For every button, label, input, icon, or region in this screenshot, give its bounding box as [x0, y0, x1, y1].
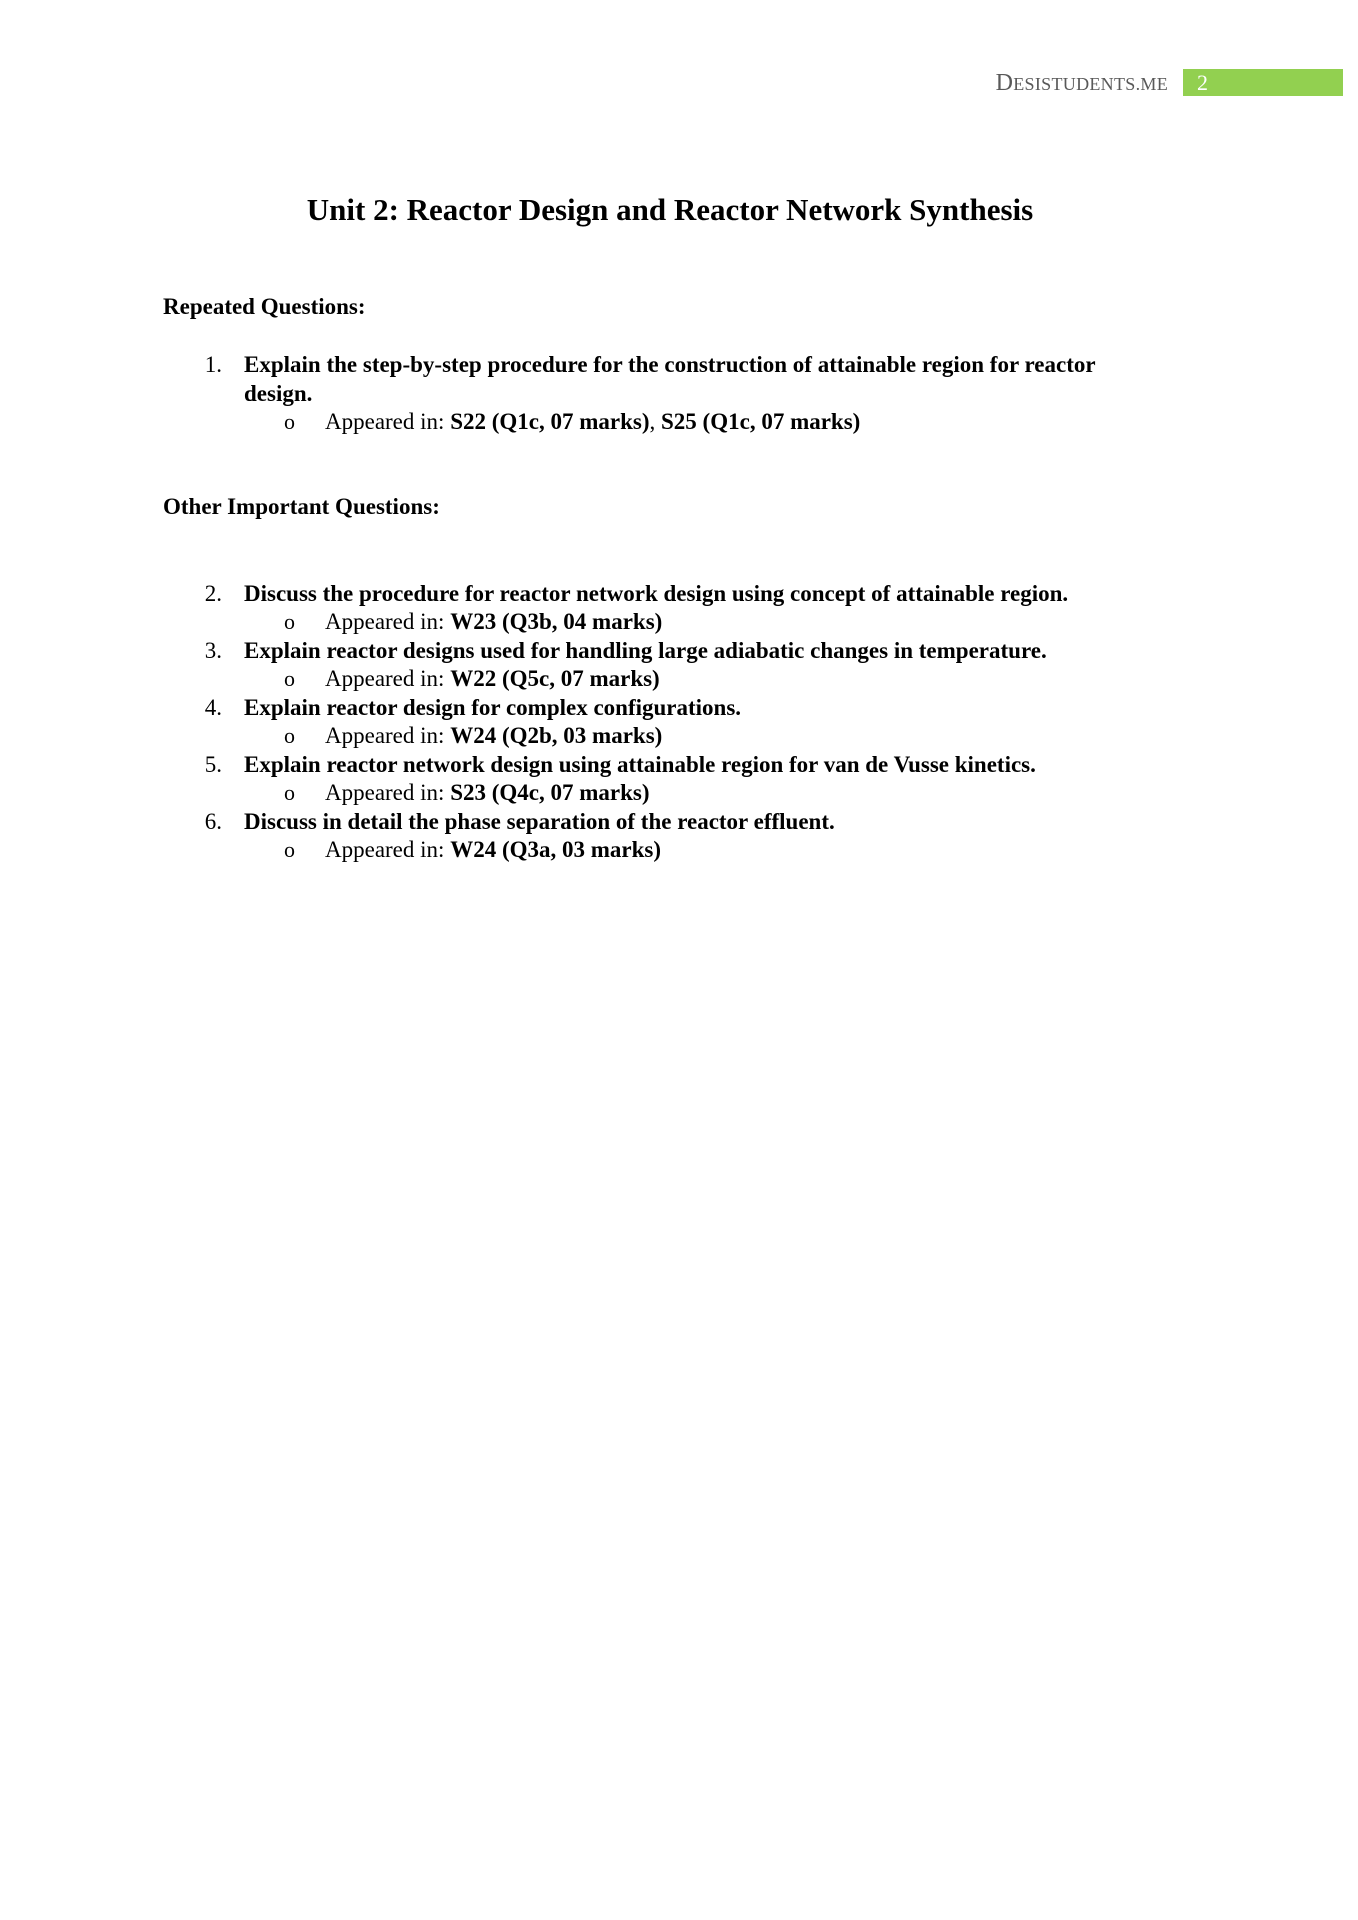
- page-number-badge: [1183, 69, 1343, 96]
- question-number: 3.: [204, 638, 222, 663]
- bullet-marker: o: [284, 837, 295, 862]
- question-number: 5.: [204, 752, 222, 777]
- appeared-exam: S23 (Q4c, 07 marks): [450, 780, 650, 805]
- bullet-marker: o: [284, 409, 295, 434]
- appeared-exam: W22 (Q5c, 07 marks): [450, 666, 660, 691]
- site-dot: .: [1135, 74, 1141, 94]
- question-text-line-2: design.: [244, 381, 313, 406]
- repeated-questions-heading: Repeated Questions:: [163, 294, 366, 319]
- document-title: Unit 2: Reactor Design and Reactor Network Synthesis: [306, 192, 1034, 227]
- appeared-exam-2: S25 (Q1c, 07 marks): [661, 409, 861, 434]
- bullet-marker: o: [284, 666, 295, 691]
- question-number: 2.: [204, 581, 222, 606]
- other-questions-heading: Other Important Questions:: [163, 494, 440, 519]
- appeared-separator: ,: [649, 409, 662, 434]
- question-text: Discuss the procedure for reactor network design using concept of attainable region.: [244, 581, 1069, 606]
- bullet-marker: o: [284, 780, 295, 805]
- bullet-marker: o: [284, 723, 295, 748]
- appeared-label: Appeared in:: [325, 609, 451, 634]
- appeared-in-line: [325, 779, 650, 807]
- header-site-name: [978, 70, 1168, 97]
- question-number: 4.: [204, 695, 222, 720]
- appeared-label: Appeared in:: [325, 837, 451, 862]
- appeared-in-line: [325, 665, 660, 693]
- site-name-rest: ESISTUDENTS: [1013, 74, 1136, 94]
- appeared-label: Appeared in:: [325, 780, 451, 805]
- appeared-in-line: [325, 722, 662, 750]
- page-number: 2: [1197, 70, 1208, 95]
- appeared-in-line: [325, 836, 661, 864]
- appeared-in-line: [325, 408, 860, 436]
- question-text-line-1: Explain the step-by-step procedure for the construction of attainable region for reactor: [244, 352, 1096, 377]
- appeared-label: Appeared in:: [325, 666, 451, 691]
- question-text: Explain reactor network design using attainable region for van de Vusse kinetics.: [244, 752, 1036, 777]
- site-initial: D: [995, 70, 1014, 96]
- appeared-in-line: [325, 608, 662, 636]
- question-text: Explain reactor design for complex configurations.: [244, 695, 742, 720]
- question-text: Discuss in detail the phase separation of the reactor effluent.: [244, 809, 835, 834]
- question-number: 1.: [204, 352, 222, 377]
- appeared-label: Appeared in:: [325, 409, 451, 434]
- appeared-exam: W24 (Q2b, 03 marks): [450, 723, 663, 748]
- bullet-marker: o: [284, 609, 295, 634]
- appeared-exam: W24 (Q3a, 03 marks): [450, 837, 662, 862]
- appeared-exam: W23 (Q3b, 04 marks): [450, 609, 663, 634]
- appeared-exam-1: S22 (Q1c, 07 marks): [450, 409, 650, 434]
- site-tld: ME: [1140, 74, 1168, 94]
- appeared-label: Appeared in:: [325, 723, 451, 748]
- question-text: Explain reactor designs used for handling large adiabatic changes in temperature.: [244, 638, 1047, 663]
- question-number: 6.: [204, 809, 222, 834]
